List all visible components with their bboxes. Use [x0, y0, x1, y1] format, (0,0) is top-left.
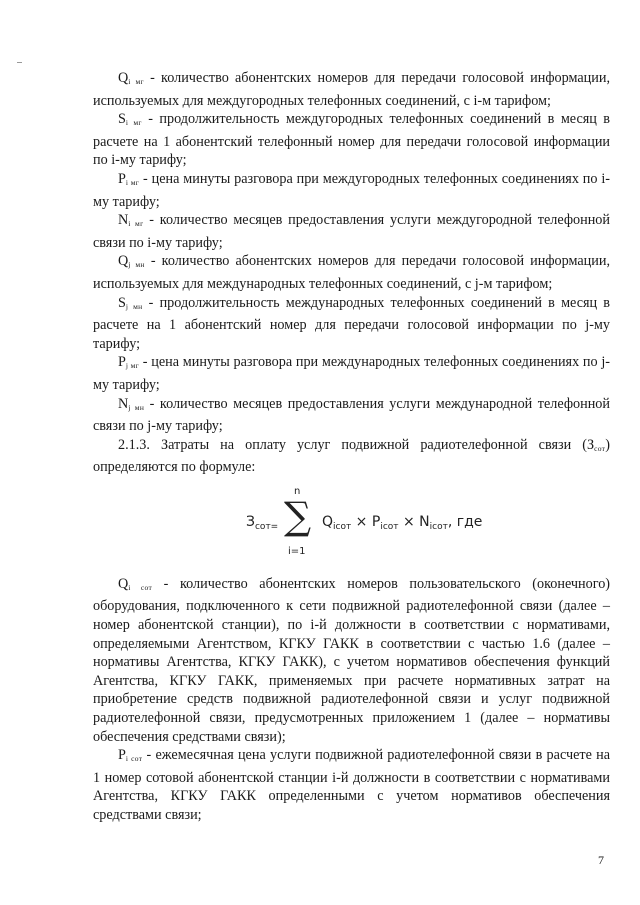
- paragraph-n-mn: [93, 395, 610, 436]
- sum-lower-limit: i=1: [288, 545, 306, 557]
- formula-lhs: [246, 513, 278, 537]
- paragraph-q-mn: [93, 252, 610, 293]
- formula-p-sub: iсот: [380, 521, 399, 532]
- section-text: 2.1.3. Затраты на оплату услуг подвижной радиотелефонной связи (З: [118, 436, 595, 453]
- symbol: N: [118, 212, 129, 229]
- paragraph-s-mn: [93, 294, 610, 354]
- symbol: Q: [118, 575, 129, 592]
- paragraph-n-mg: [93, 211, 610, 252]
- symbol: P: [118, 170, 126, 187]
- formula-block: [93, 483, 610, 565]
- paragraph-text: - количество месяцев предоставления услуги международной телефонной связи по j-му тарифу;: [93, 395, 610, 435]
- symbol-subscript: i сот: [125, 754, 143, 764]
- definition-text: - ежемесячная цена услуги подвижной радиотелефонной связи в расчете на 1 номер сотовой абонентской станции i-й должности в соответствии с нормативами Агентства, КГКУ ГАКК определенными с учетом нормативов обеспечения средствами связи;: [93, 747, 611, 823]
- symbol: N: [118, 395, 129, 412]
- margin-mark: [17, 62, 22, 63]
- formula-lhs-main: З: [246, 513, 255, 530]
- formula-q: Q: [322, 513, 334, 530]
- symbol-subscript: i сот: [128, 582, 153, 592]
- section-text-end: ) определяются по формуле:: [93, 436, 610, 476]
- symbol: Q: [118, 253, 129, 270]
- formula-times-p: × P: [351, 513, 381, 530]
- paragraph-p-mn: [93, 353, 610, 394]
- paragraph-text: - количество абонентских номеров для передачи голосовой информации, используемых для междугородных телефонных соединений, с i-м тарифом;: [93, 70, 610, 109]
- symbol-subscript: i мг: [128, 77, 144, 86]
- symbol: S: [118, 111, 126, 128]
- symbol-subscript: i мг: [125, 177, 140, 187]
- paragraph-text: - продолжительность междугородных телефонных соединений в месяц в расчете на 1 абонентский телефонный номер для передачи голосовой информации по i-му тарифу;: [93, 111, 611, 169]
- paragraph-text: - цена минуты разговора при международных телефонных соединениях по j-му тарифу;: [93, 354, 610, 393]
- formula-q-sub: iсот: [333, 521, 352, 532]
- paragraph-p-mg: [93, 170, 610, 211]
- symbol-subscript: j мн: [125, 301, 143, 311]
- symbol: S: [118, 294, 126, 311]
- symbol-subscript: i мг: [125, 118, 142, 128]
- definition-text: - количество абонентских номеров пользовательского (оконечного) оборудования, подключенного к сети подвижной радиотелефонной связи (далее – номер абонентской станции), по i-й должности в соответствии с нормативами, определяемыми Агентством, КГКУ ГАКК в соответствии с частью 1.6 (далее – нормативы Агентства, КГКУ ГАКК), с учетом нормативов обеспечения функций Агентства, КГКУ ГАКК, применяемых при расчете нормативных затрат на приобретение средств подвижной радиотелефонной связи и услуг подвижной радиотелефонной связи, предусмотренных приложением 1 (далее – нормативы обеспечения средствами связи);: [93, 575, 611, 745]
- section-subscript: сот: [594, 443, 606, 453]
- formula-rhs: [322, 513, 482, 537]
- symbol-subscript: j мг: [125, 361, 140, 371]
- sum-upper-limit: n: [294, 485, 301, 497]
- formula-lhs-sub: сот=: [254, 521, 279, 532]
- definition-p-sot: [93, 746, 610, 824]
- symbol-subscript: i мг: [128, 219, 144, 229]
- paragraph-q-mg: [93, 69, 610, 110]
- symbol: P: [118, 354, 126, 371]
- symbol: Q: [118, 70, 129, 86]
- paragraph-s-mg: [93, 110, 610, 170]
- paragraph-text: - продолжительность международных телефонных соединений в месяц в расчете на 1 абонентский номер для передачи голосовой информации по j-му тарифу;: [93, 294, 611, 352]
- sigma-symbol: ∑: [284, 493, 312, 538]
- section-2-1-3: [93, 436, 610, 477]
- formula-tail: , где: [447, 513, 483, 530]
- paragraph-text: - количество месяцев предоставления услуги междугородной телефонной связи по i-му тарифу;: [93, 212, 610, 251]
- symbol-subscript: j мн: [128, 402, 145, 412]
- formula-times-n: × N: [398, 513, 430, 530]
- symbol-subscript: j мн: [128, 260, 145, 270]
- symbol: P: [118, 747, 126, 764]
- paragraph-text: - количество абонентских номеров для передачи голосовой информации, используемых для международных телефонных соединений, с j-м тарифом;: [93, 253, 610, 292]
- page-number: 7: [598, 853, 604, 867]
- formula-n-sub: iсот: [429, 521, 448, 532]
- document-body: [93, 69, 610, 825]
- paragraph-text: - цена минуты разговора при междугородных телефонных соединениях по i-му тарифу;: [93, 170, 610, 210]
- definition-q-sot: [93, 575, 610, 746]
